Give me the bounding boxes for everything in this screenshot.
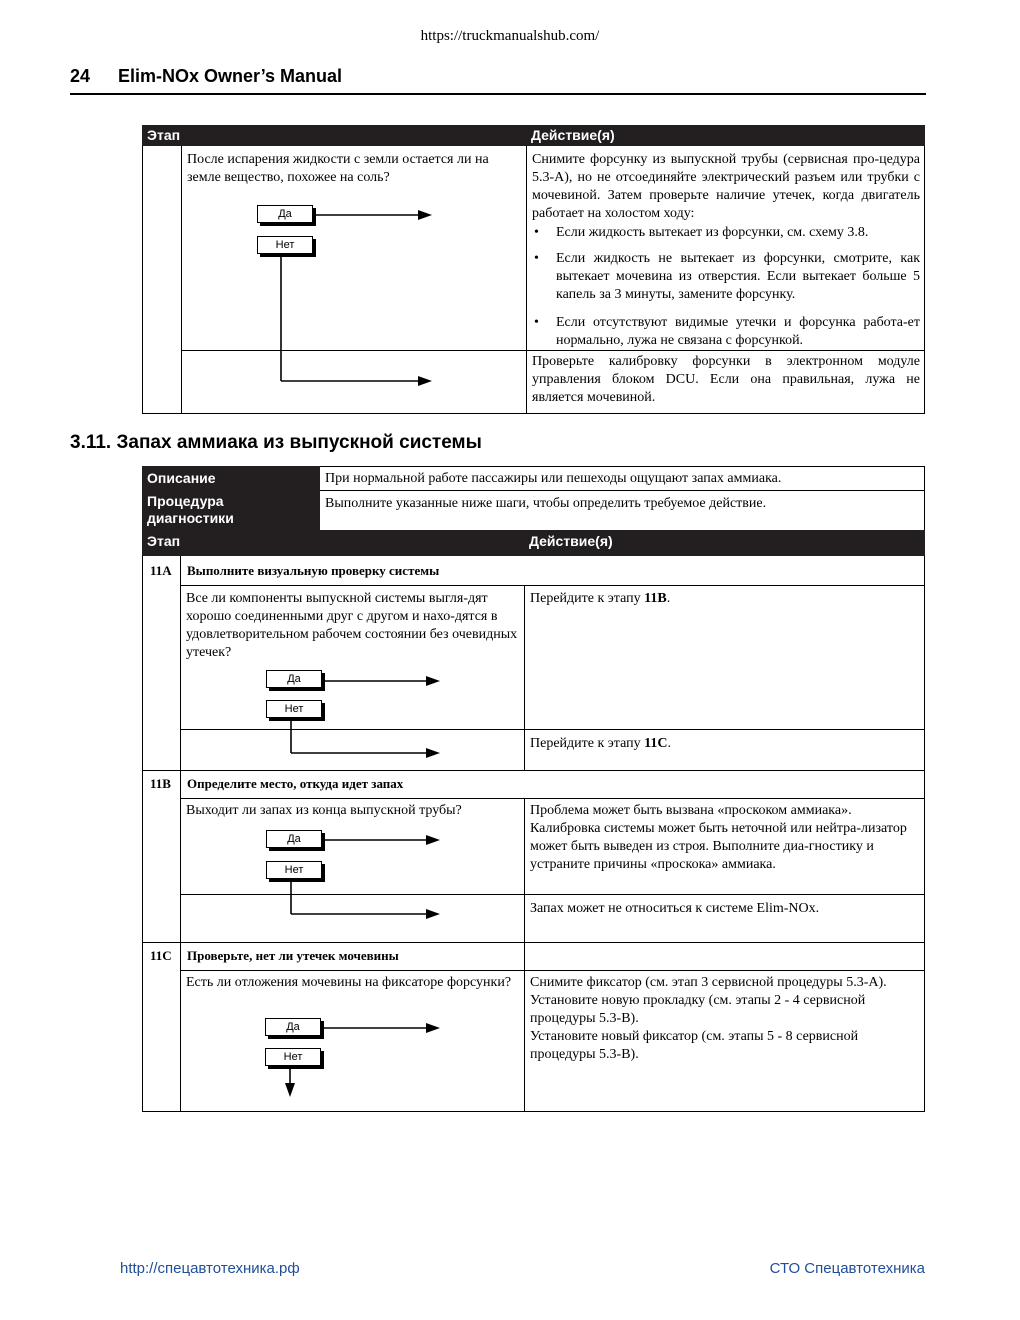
- step-question-11b: Выходит ли запах из конца выпускной трубы?: [186, 803, 462, 818]
- step-title-11b: Определите место, откуда идет запах: [187, 776, 404, 791]
- step-title-11c: Проверьте, нет ли утечек мочевины: [187, 948, 399, 963]
- yes-box: Да: [266, 670, 322, 688]
- step-yes-action-11a: Перейдите к этапу 11B.: [530, 591, 671, 606]
- step-no-action-11b: Запах может не относиться к системе Elim-NOx.: [530, 901, 820, 916]
- desc-text: При нормальной работе пассажиры или пешеходы ощущают запах аммиака.: [325, 471, 782, 486]
- yes-box: Да: [265, 1018, 321, 1036]
- page-number: 24: [70, 66, 91, 86]
- yes-box: Да: [257, 205, 313, 223]
- no-box: Нет: [266, 861, 322, 879]
- yes-box: Да: [266, 830, 322, 848]
- table1-no-action: Проверьте калибровку форсунки в электронном модуле управления блоком DCU. Если она правильная, лужа не является мочевиной.: [532, 354, 920, 405]
- no-box: Нет: [266, 700, 322, 718]
- no-box: Нет: [265, 1048, 321, 1066]
- action-line: Установите новую прокладку (см. этапы 2 - 4 сервисной процедуры 5.3-В).: [530, 993, 866, 1026]
- manual-title: Elim-NOx Owner’s Manual: [118, 66, 343, 86]
- source-url[interactable]: https://truckmanualshub.com/: [420, 28, 600, 44]
- action-line: Снимите фиксатор (см. этап 3 сервисной процедуры 5.3-А).: [530, 975, 887, 990]
- table2-col-step: Этап: [147, 533, 181, 549]
- desc-label: Описание: [147, 470, 216, 486]
- table1-bullet: • Если жидкость вытекает из форсунки, см. схему 3.8.: [534, 225, 869, 240]
- table1-yes-action: Снимите форсунку из выпускной трубы (сервисная про-цедура 5.3-А), но не отсоединяйте электрический разъем или трубки с мочевиной. Затем проверьте наличие утечек, когда двигатель работает на холостом ходу:: [532, 152, 920, 221]
- action-line: Установите новый фиксатор (см. этапы 5 - 8 сервисной процедуры 5.3-В).: [530, 1029, 859, 1062]
- table1-col-action: Действие(я): [531, 127, 615, 143]
- no-box: Нет: [257, 236, 313, 254]
- table1-col-step: Этап: [147, 127, 181, 143]
- table2-col-action: Действие(я): [529, 533, 613, 549]
- footer-link[interactable]: http://спецавтотехника.рф: [120, 1260, 300, 1277]
- step-question-11a: Все ли компоненты выпускной системы выгля-дят хорошо соединенными друг с другом и нахо-дятся в удовлетворительном рабочем состоянии без очевидных утечек?: [186, 591, 518, 660]
- step-yes-action-11b: Проблема может быть вызвана «проскоком аммиака». Калибровка системы может быть неточной или нейтра-лизатор может быть выведен из строя. Выполните диа-гностику и устраните причины «проскока» аммиака.: [530, 803, 907, 872]
- step-id-11a: 11A: [150, 563, 172, 578]
- step-no-action-11a: Перейдите к этапу 11C.: [530, 736, 671, 751]
- section-heading: 3.11. Запах аммиака из выпускной системы: [70, 432, 482, 453]
- footer-brand[interactable]: СТО Спецавтотехника: [769, 1260, 925, 1277]
- step-question-11c: Есть ли отложения мочевины на фиксаторе форсунки?: [186, 975, 512, 990]
- table1-bullet: • Если жидкость не вытекает из форсунки, смотрите, как вытекает мочевина из отверстия. Если вытекает больше 5 капель за 3 минуты, замените форсунку.: [534, 251, 920, 302]
- proc-label: Процедура диагностики: [147, 493, 234, 526]
- step-id-11c: 11C: [150, 948, 172, 963]
- proc-text: Выполните указанные ниже шаги, чтобы определить требуемое действие.: [325, 496, 767, 511]
- table1-bullet: • Если отсутствуют видимые утечки и форсунка работа-ет нормально, лужа не связана с форсункой.: [534, 315, 920, 348]
- step-title-11a: Выполните визуальную проверку системы: [187, 563, 440, 578]
- step-id-11b: 11B: [150, 776, 171, 791]
- table1-question: После испарения жидкости с земли остается ли на земле вещество, похожее на соль?: [187, 152, 489, 185]
